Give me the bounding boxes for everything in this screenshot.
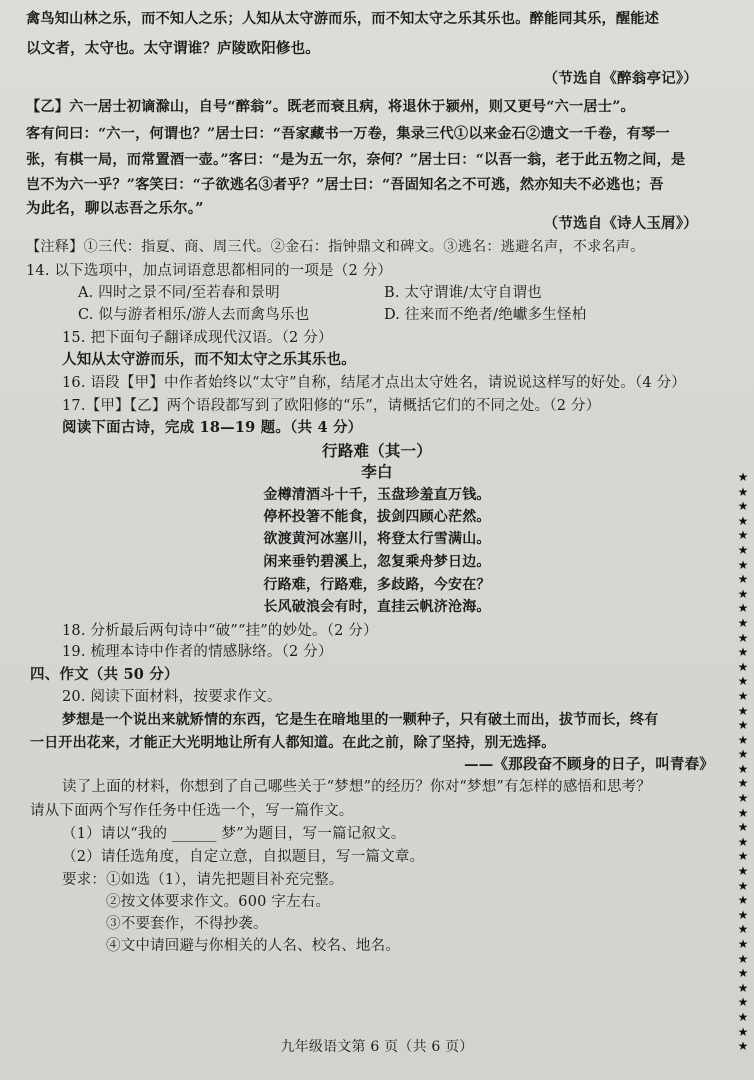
star-icon: ★ [737,470,749,484]
option-b: B. 太守谓谁/太守自谓也 [384,285,542,301]
star-icon: ★ [737,572,749,587]
star-icon: ★ [737,586,749,601]
star-icon: ★ [737,557,749,572]
star-icon: ★ [737,499,749,514]
task-1: （1）请以“我的 ______ 梦”为题目，写一篇记叙文。 [62,826,406,842]
passage-line-1: 禽鸟知山林之乐，而不知人之乐；人知从太守游而乐，而不知太守之乐其乐也。醉能同其乐，醒能述 [26,11,660,27]
star-icon: ★ [737,820,749,835]
requirement-4: ④文中请回避与你相关的人名、校名、地名。 [106,938,400,954]
star-icon: ★ [737,966,749,981]
star-icon: ★ [737,805,749,820]
poem-line-4: 闲来垂钓碧溪上，忽复乘舟梦日边。 [263,554,491,570]
star-icon: ★ [737,703,749,718]
star-icon: ★ [737,542,749,557]
star-icon: ★ [737,1024,749,1039]
binding-edge-stars [736,470,750,1054]
star-icon: ★ [737,528,749,543]
source-note-2: （节选自《诗人玉屑》） [543,215,698,232]
star-icon: ★ [737,834,749,849]
star-icon: ★ [737,1009,749,1024]
passage-line-2: 以文者，太守也。太守谓谁？庐陵欧阳修也。 [26,40,320,57]
star-icon: ★ [737,922,749,937]
requirement-2: ②按文体要求作文。600 字左右。 [106,894,331,910]
star-icon: ★ [737,761,749,776]
star-icon: ★ [737,659,749,674]
option-d: D. 往来而不绝者/绝巘多生怪柏 [384,307,587,323]
prompt-line-2: 请从下面两个写作任务中任选一个，写一篇作文。 [30,803,354,819]
star-icon: ★ [737,849,749,864]
star-icon: ★ [737,893,749,908]
question-18: 18. 分析最后两句诗中“破”“挂”的妙处。（2 分） [62,623,378,639]
poem-line-1: 金樽清酒斗十千，玉盘珍羞直万钱。 [263,487,491,503]
option-c: C. 似与游者相乐/游人去而禽鸟乐也 [78,307,310,323]
star-icon: ★ [737,791,749,806]
question-14: 14. 以下选项中，加点词语意思都相同的一项是（2 分） [26,263,393,279]
option-a: A. 四时之景不同/至若春和景明 [78,285,280,301]
passage-yi-line-3: 张，有棋一局，而常置酒一壶。”客曰：“是为五一尔，奈何？”居士曰：“以吾一翁，老于此五物之间，是 [26,152,686,168]
question-19: 19. 梳理本诗中作者的情感脉络。（2 分） [62,644,333,660]
material-line-1: 梦想是一个说出来就矫情的东西，它是生在暗地里的一颗种子，只有破土而出，拔节而长，终有 [62,712,659,728]
star-icon: ★ [737,747,749,762]
task-2: （2）请任选角度，自定立意，自拟题目，写一篇文章。 [62,849,425,865]
poem-line-3: 欲渡黄河冰塞川，将登太行雪满山。 [263,531,491,547]
star-icon: ★ [737,615,749,630]
star-icon: ★ [737,630,749,645]
star-icon: ★ [737,718,749,733]
star-icon: ★ [737,878,749,893]
page-footer: 九年级语文第 6 页（共 6 页） [280,1039,474,1055]
star-icon: ★ [737,907,749,922]
star-icon: ★ [737,864,749,879]
material-source: ——《那段奋不顾身的日子，叫青春》 [464,756,714,773]
star-icon: ★ [737,980,749,995]
requirement-1: 要求：①如选（1），请先把题目补充完整。 [62,872,344,888]
star-icon: ★ [737,513,749,528]
passage-yi-line-1: 【乙】六一居士初谪滁山，自号“醉翁”。既老而衰且病，将退休于颍州，则又更号“六一居士”。 [26,99,635,115]
passage-yi-line-5: 为此名，聊以志吾之乐尔。” [26,200,204,217]
question-15: 15. 把下面句子翻译成现代汉语。（2 分） [62,330,333,346]
star-icon: ★ [737,601,749,616]
poem-line-5: 行路难，行路难，多歧路，今安在？ [263,577,491,593]
requirement-3: ③不要套作，不得抄袭。 [106,916,268,932]
question-16: 16. 语段【甲】中作者始终以“太守”自称，结尾才点出太守姓名，请说说这样写的好处。（4 分） [62,375,686,391]
question-20: 20. 阅读下面材料，按要求作文。 [62,689,282,705]
star-icon: ★ [737,1039,749,1054]
annotation: 【注释】①三代：指夏、商、周三代。②金石：指钟鼎文和碑文。③逃名：逃避名声，不求名声。 [26,239,645,255]
section-writing-heading: 四、作文（共 50 分） [30,666,179,683]
poem-author: 李白 [361,462,393,481]
star-icon: ★ [737,776,749,791]
star-icon: ★ [737,951,749,966]
star-icon: ★ [737,484,749,499]
star-icon: ★ [737,995,749,1010]
poem-title: 行路难（其一） [322,441,432,460]
poem-instruction: 阅读下面古诗，完成 18—19 题。（共 4 分） [62,419,363,436]
star-icon: ★ [737,937,749,951]
question-15-sentence: 人知从太守游而乐，而不知太守之乐其乐也。 [62,351,356,368]
passage-yi-line-4: 岂不为六一乎？”客笑曰：“子欲逃名③者乎？”居士曰：“吾固知名之不可逃，然亦知夫不必逃也；吾 [26,177,664,193]
prompt-line-1: 读了上面的材料，你想到了自己哪些关于“梦想”的经历？你对“梦想”有怎样的感悟和思考？ [62,779,652,795]
poem-line-2: 停杯投箸不能食，拔剑四顾心茫然。 [263,509,491,525]
material-line-2: 一日开出花来，才能正大光明地让所有人都知道。在此之前，除了坚持，别无选择。 [30,735,556,751]
source-note-1: （节选自《醉翁亭记》） [543,70,698,87]
poem-line-6: 长风破浪会有时，直挂云帆济沧海。 [263,599,491,615]
question-17: 17.【甲】【乙】两个语段都写到了欧阳修的“乐”，请概括它们的不同之处。（2 分） [62,398,601,414]
star-icon: ★ [737,688,749,703]
star-icon: ★ [737,732,749,747]
star-icon: ★ [737,645,749,660]
star-icon: ★ [737,674,749,689]
passage-yi-line-2: 客有问曰：“六一，何谓也？”居士曰：“吾家藏书一万卷，集录三代①以来金石②遗文一千卷，有琴一 [26,126,670,142]
